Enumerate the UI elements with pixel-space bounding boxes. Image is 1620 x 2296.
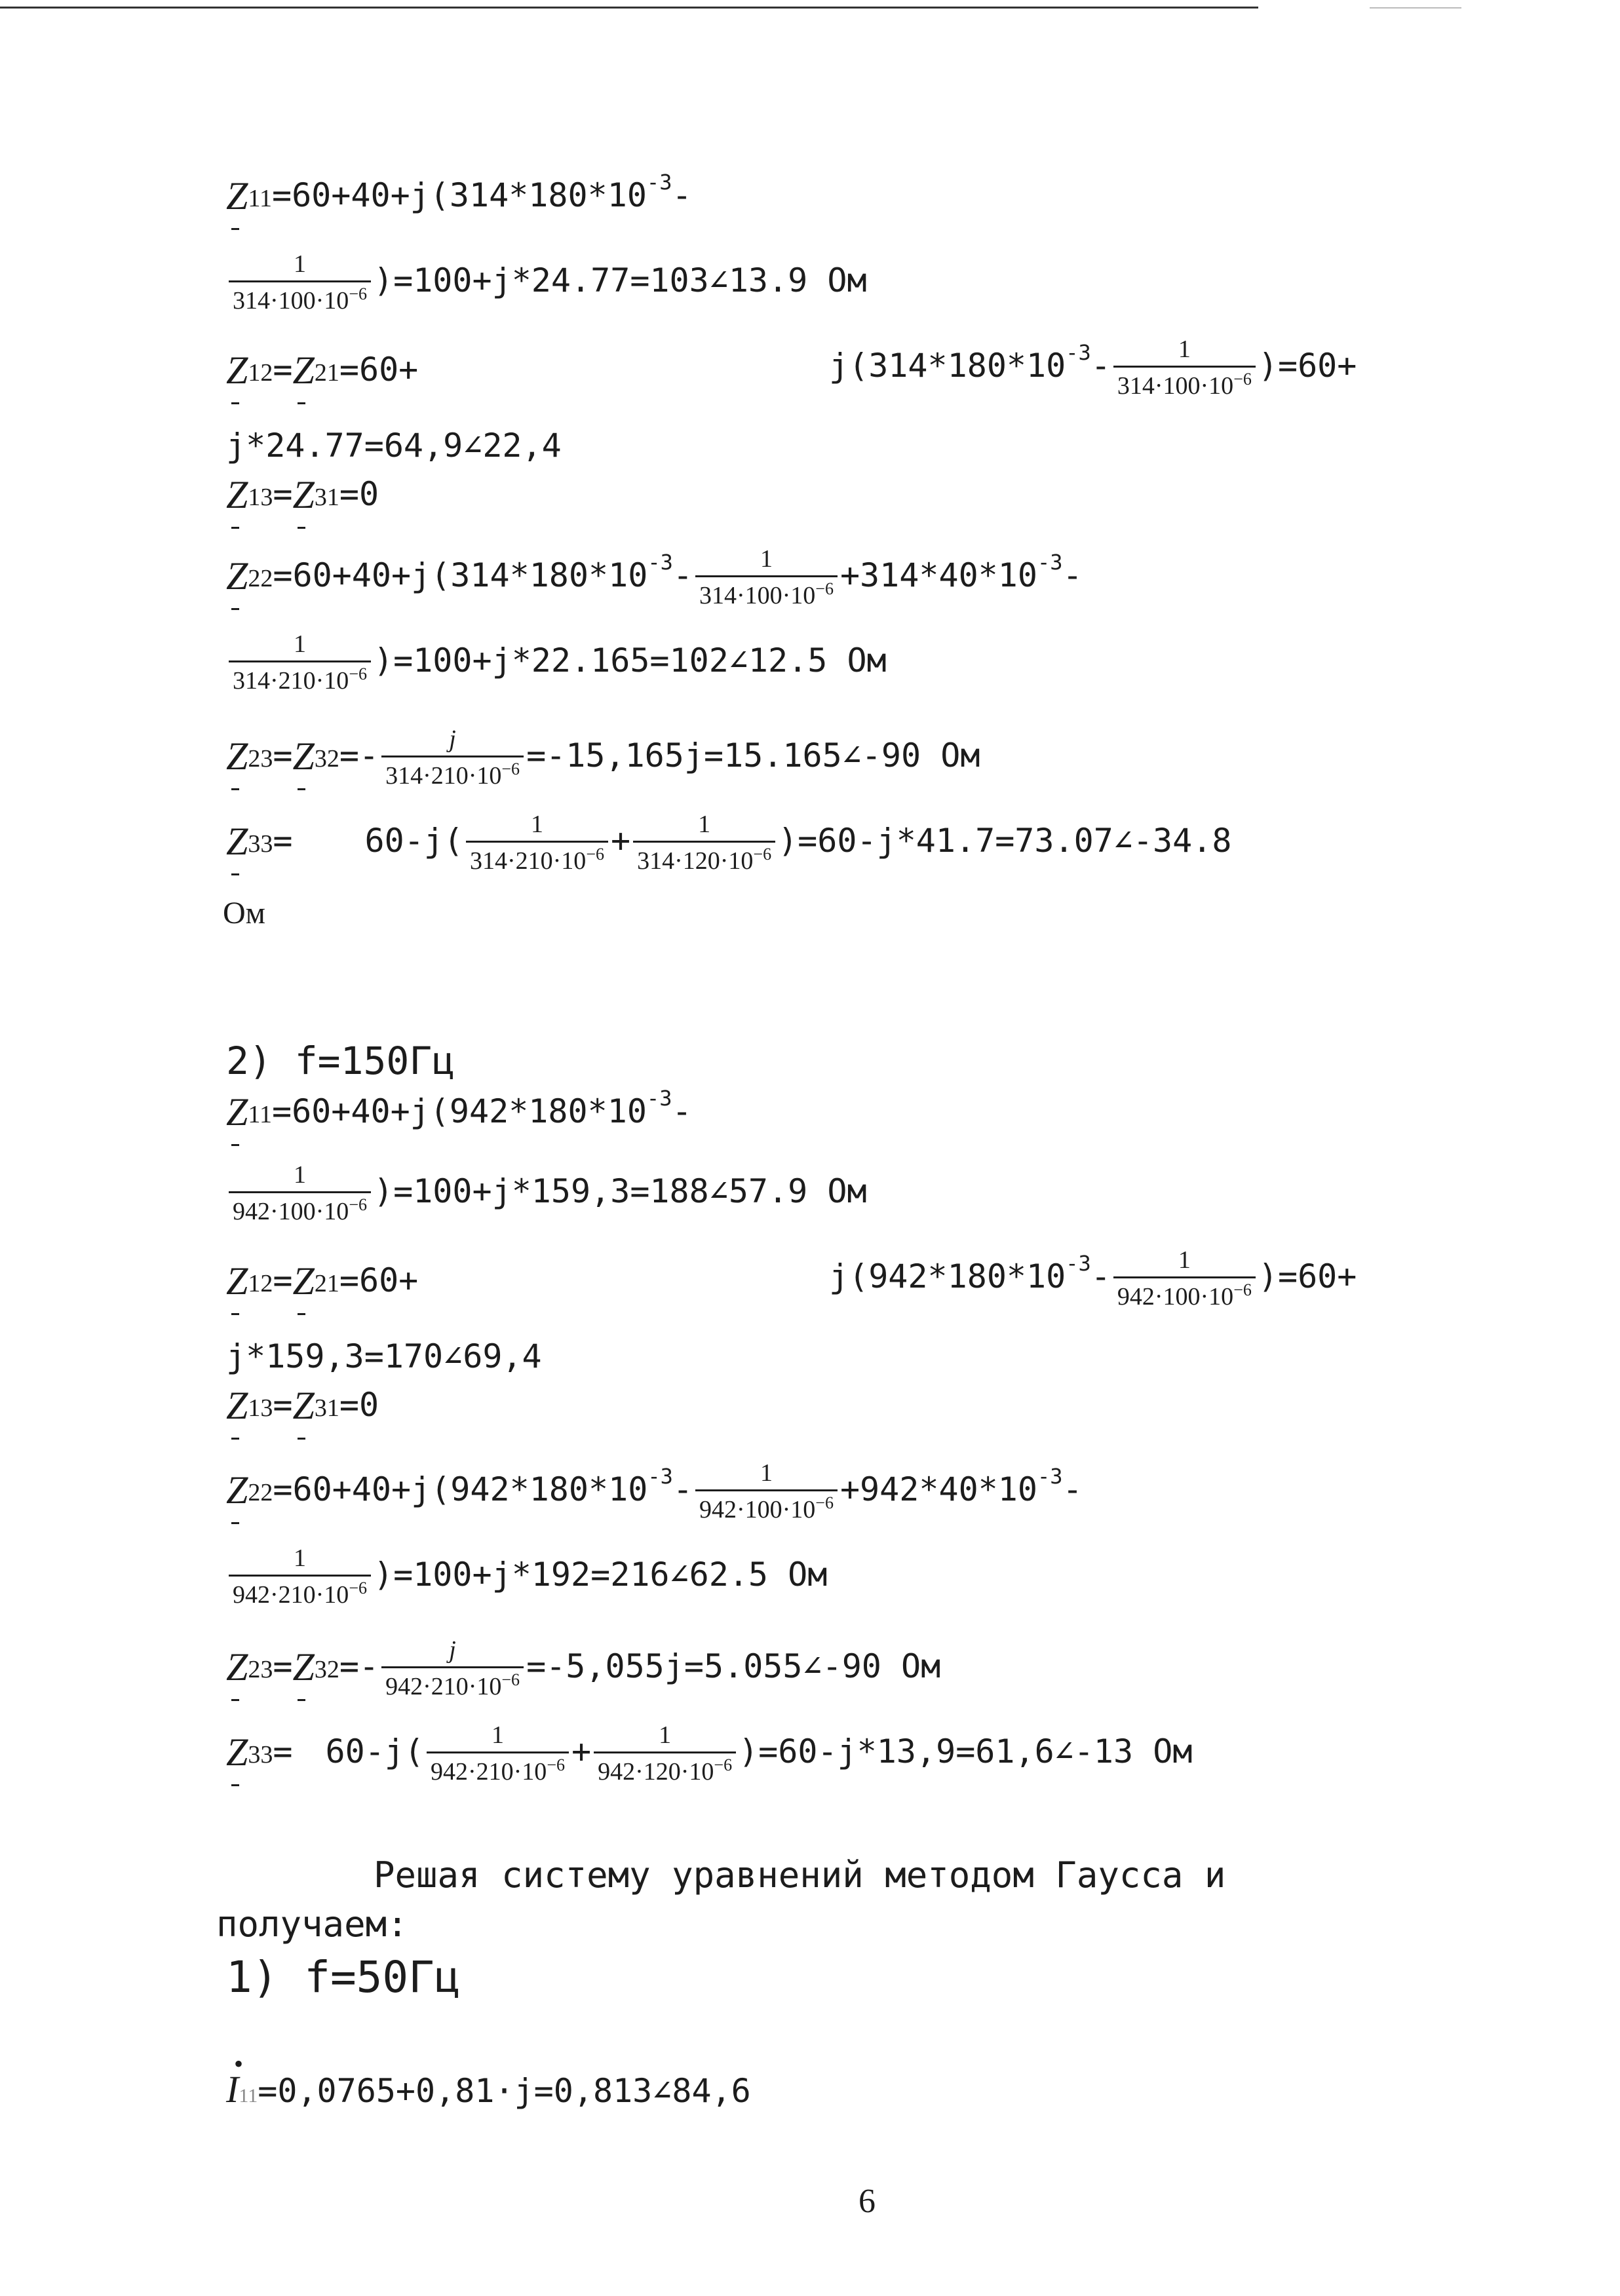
fraction xyxy=(381,1635,524,1702)
conclusion-line2: получаем: xyxy=(216,1904,408,1945)
z-symbol: Z xyxy=(226,1731,248,1774)
denominator-text: 942·210·10 xyxy=(431,1757,547,1786)
fraction-numerator: j xyxy=(449,1636,456,1664)
fraction-denominator xyxy=(427,1751,569,1788)
s2-z23-result: =-5,055j=5.055∠-90 Ом xyxy=(526,1647,941,1685)
s2-z12-right-tail: )=60+ xyxy=(1258,1257,1357,1295)
z-symbol: Z xyxy=(226,1384,248,1427)
exponent: -3 xyxy=(1037,1464,1063,1489)
fraction xyxy=(633,809,775,877)
z-subscript: 12 xyxy=(248,1270,273,1297)
fraction-numerator: 1 xyxy=(1178,335,1191,363)
s2-z11-tail: - xyxy=(672,1092,692,1130)
z-symbol: Z xyxy=(226,473,248,516)
s2-z12-dash: - xyxy=(1090,1257,1111,1295)
denominator-text: 314·210·10 xyxy=(470,847,587,875)
z-subscript: 32 xyxy=(314,1656,339,1683)
z-symbol: Z xyxy=(292,1645,315,1689)
s1-z12-right-head: j(314*180*10 xyxy=(829,347,1066,385)
s2-z12-right xyxy=(829,1245,1357,1312)
s1-z12-right xyxy=(829,334,1357,402)
s2-z23-eq: =- xyxy=(339,1647,379,1685)
denominator-text: 942·210·10 xyxy=(385,1672,502,1700)
fraction-numerator: 1 xyxy=(293,630,306,658)
denominator-exponent: −6 xyxy=(1233,369,1252,389)
denominator-text: 942·100·10 xyxy=(699,1495,816,1523)
fraction-numerator: 1 xyxy=(760,1459,773,1487)
s2-z12-right-head: j(942*180*10 xyxy=(829,1257,1066,1295)
fraction-denominator xyxy=(229,1575,371,1611)
denominator-exponent: −6 xyxy=(753,844,772,864)
top-border-fragment xyxy=(1370,7,1461,9)
z-symbol: Z xyxy=(292,349,315,392)
s1-z12-right-tail: )=60+ xyxy=(1258,347,1357,385)
z-subscript: 11 xyxy=(248,1101,272,1128)
z-subscript: 33 xyxy=(248,830,273,858)
fraction-numerator: 1 xyxy=(1178,1246,1191,1274)
s2-z33-line xyxy=(226,1720,1192,1788)
s1-z12-dash: - xyxy=(1090,347,1111,385)
s2-z11-head: =60+40+j(942*180*10 xyxy=(271,1092,647,1130)
fraction xyxy=(229,1160,371,1227)
denominator-exponent: −6 xyxy=(547,1755,565,1774)
s1-z11-line xyxy=(226,172,692,216)
s1-z22-mid: +314*40*10 xyxy=(839,556,1037,594)
fraction xyxy=(229,1543,371,1611)
s1-z11-tail: - xyxy=(672,176,692,214)
denominator-text: 942·100·10 xyxy=(233,1197,349,1225)
fraction xyxy=(229,249,371,316)
denominator-exponent: −6 xyxy=(349,1195,367,1214)
fraction-numerator: 1 xyxy=(491,1721,504,1749)
denominator-text: 314·100·10 xyxy=(699,581,816,609)
current-i11-line xyxy=(226,2049,751,2111)
conclusion-heading: 1) f=50Гц xyxy=(226,1952,461,2002)
z-subscript: 23 xyxy=(248,1656,273,1683)
denominator-text: 942·210·10 xyxy=(233,1580,349,1609)
z-subscript: 13 xyxy=(248,484,273,511)
fraction-denominator xyxy=(695,575,838,612)
fraction xyxy=(695,1458,838,1525)
denominator-exponent: −6 xyxy=(349,284,367,303)
fraction-numerator: 1 xyxy=(293,250,306,278)
s2-z12-left xyxy=(226,1261,418,1301)
equals: = xyxy=(273,1261,293,1299)
z-symbol: Z xyxy=(292,735,315,778)
s1-z22-cont-line xyxy=(226,629,887,697)
fraction-denominator xyxy=(633,841,775,877)
s1-z13-line xyxy=(226,475,379,514)
s1-z11-result: )=100+j*24.77=103∠13.9 Ом xyxy=(373,261,867,299)
s1-z23-line xyxy=(226,724,980,792)
z-symbol: Z xyxy=(226,554,248,598)
s1-z22-head: =60+40+j(314*180*10 xyxy=(273,556,648,594)
fraction-numerator: j xyxy=(449,725,456,753)
s1-z12-left-text: =60+ xyxy=(339,351,419,389)
s1-z12-cont: j*24.77=64,9∠22,4 xyxy=(226,427,562,465)
denominator-text: 314·120·10 xyxy=(637,847,754,875)
exponent: -3 xyxy=(646,170,672,195)
denominator-text: 314·100·10 xyxy=(1117,372,1234,400)
s1-z33-head: 60-j( xyxy=(364,822,463,860)
s1-z22-line xyxy=(226,544,1083,611)
s1-z12-left xyxy=(226,351,418,390)
fraction xyxy=(695,544,838,611)
z-symbol: Z xyxy=(226,1090,248,1134)
z-symbol: Z xyxy=(226,820,248,863)
denominator-exponent: −6 xyxy=(815,579,834,598)
z-subscript: 22 xyxy=(248,565,273,592)
denominator-exponent: −6 xyxy=(1233,1280,1252,1299)
exponent: -3 xyxy=(646,1086,672,1111)
fraction xyxy=(229,629,371,697)
fraction-numerator: 1 xyxy=(659,1721,672,1749)
exponent: -3 xyxy=(1037,550,1063,575)
fraction xyxy=(466,809,608,877)
z-subscript: 31 xyxy=(314,1394,339,1422)
equals: = xyxy=(273,475,293,513)
s2-z12-left-text: =60+ xyxy=(339,1261,419,1299)
denominator-exponent: −6 xyxy=(714,1755,733,1774)
denominator-text: 942·120·10 xyxy=(598,1757,714,1786)
z-symbol: Z xyxy=(226,735,248,778)
plus: + xyxy=(571,1732,592,1770)
fraction xyxy=(1113,1245,1256,1312)
s2-z22-dash: - xyxy=(672,1470,693,1508)
equals: = xyxy=(273,737,293,775)
fraction xyxy=(381,724,524,792)
s2-z23-line xyxy=(226,1635,940,1702)
s1-z22-dash: - xyxy=(672,556,693,594)
fraction xyxy=(594,1720,736,1788)
s1-z11-head: =60+40+j(314*180*10 xyxy=(271,176,647,214)
z-symbol: Z xyxy=(292,473,315,516)
s1-z33-result: )=60-j*41.7=73.07∠-34.8 xyxy=(778,822,1232,860)
z-subscript: 21 xyxy=(314,359,339,387)
z-symbol: Z xyxy=(226,1468,248,1512)
s2-z33-head: 60-j( xyxy=(325,1732,424,1770)
fraction-denominator xyxy=(594,1751,736,1788)
fraction-denominator xyxy=(381,756,524,792)
z-subscript: 31 xyxy=(314,484,339,511)
s1-z23-eq: =- xyxy=(339,737,379,775)
current-subscript: 11 xyxy=(239,2085,258,2107)
denominator-exponent: −6 xyxy=(349,664,367,683)
s1-z33-line xyxy=(226,809,1231,877)
s2-z11-cont-line xyxy=(226,1160,867,1227)
s1-z22-mid-tail: - xyxy=(1062,556,1083,594)
fraction-denominator xyxy=(1113,1276,1256,1313)
fraction-denominator xyxy=(229,1191,371,1228)
fraction-numerator: 1 xyxy=(760,545,773,573)
denominator-text: 314·100·10 xyxy=(233,286,349,315)
z-symbol: Z xyxy=(292,1259,315,1303)
denominator-text: 314·210·10 xyxy=(233,666,349,695)
equals: = xyxy=(273,1647,293,1685)
s2-z33-result: )=60-j*13,9=61,6∠-13 Ом xyxy=(739,1732,1193,1770)
fraction-numerator: 1 xyxy=(293,1544,306,1572)
current-symbol xyxy=(226,2049,244,2111)
fraction-denominator xyxy=(229,280,371,317)
z-subscript: 13 xyxy=(248,1394,273,1422)
s2-z13-value: =0 xyxy=(339,1386,379,1424)
page-number: 6 xyxy=(858,2183,876,2220)
fraction xyxy=(1113,334,1256,402)
denominator-text: 942·100·10 xyxy=(1117,1282,1234,1311)
exponent: -3 xyxy=(1066,340,1091,365)
denominator-exponent: −6 xyxy=(586,844,604,864)
fraction-numerator: 1 xyxy=(698,811,711,838)
s1-z33-unit: Ом xyxy=(223,896,266,930)
s2-z22-mid: +942*40*10 xyxy=(839,1470,1037,1508)
s2-z12-cont: j*159,3=170∠69,4 xyxy=(226,1337,542,1375)
fraction xyxy=(427,1720,569,1788)
fraction-denominator xyxy=(695,1489,838,1526)
s2-z22-head: =60+40+j(942*180*10 xyxy=(273,1470,648,1508)
z-subscript: 22 xyxy=(248,1479,273,1506)
fraction-numerator: 1 xyxy=(530,811,543,838)
s2-z33-eq: = xyxy=(273,1732,293,1770)
fraction-denominator xyxy=(466,841,608,877)
z-subscript: 23 xyxy=(248,745,273,773)
top-border-line xyxy=(0,7,1258,9)
exponent: -3 xyxy=(647,550,673,575)
z-symbol: Z xyxy=(226,1645,248,1689)
s2-z22-result: )=100+j*192=216∠62.5 Ом xyxy=(373,1556,828,1594)
fraction-denominator xyxy=(381,1666,524,1703)
s1-z22-result: )=100+j*22.165=102∠12.5 Ом xyxy=(373,641,887,679)
phasor-dot: • xyxy=(234,2049,244,2078)
s2-z22-cont-line xyxy=(226,1543,827,1611)
denominator-exponent: −6 xyxy=(501,1670,520,1689)
z-symbol: Z xyxy=(226,1259,248,1303)
s2-z11-result: )=100+j*159,3=188∠57.9 Ом xyxy=(373,1172,867,1210)
z-subscript: 21 xyxy=(314,1270,339,1297)
s1-z13-value: =0 xyxy=(339,475,379,513)
equals: = xyxy=(273,1386,293,1424)
fraction-denominator xyxy=(1113,366,1256,402)
z-subscript: 32 xyxy=(314,745,339,773)
plus: + xyxy=(610,822,631,860)
exponent: -3 xyxy=(1066,1251,1091,1276)
fraction-numerator: 1 xyxy=(293,1161,306,1189)
s2-z22-line xyxy=(226,1458,1083,1525)
equals: = xyxy=(273,351,293,389)
denominator-exponent: −6 xyxy=(815,1493,834,1512)
z-subscript: 12 xyxy=(248,359,273,387)
z-symbol: Z xyxy=(226,174,248,218)
denominator-exponent: −6 xyxy=(501,759,520,778)
s1-z23-result: =-15,165j=15.165∠-90 Ом xyxy=(526,737,980,775)
z-subscript: 11 xyxy=(248,185,272,212)
z-symbol: Z xyxy=(292,1384,315,1427)
s2-z11-line xyxy=(226,1088,692,1132)
z-symbol: Z xyxy=(226,349,248,392)
s1-z33-eq: = xyxy=(273,822,293,860)
s2-heading: 2) f=150Гц xyxy=(226,1039,455,1083)
current-letter: I xyxy=(226,2068,239,2111)
current-i11-result: =0,0765+0,81·j=0,813∠84,6 xyxy=(258,2072,751,2110)
s2-z22-mid-tail: - xyxy=(1062,1470,1083,1508)
s1-z11-cont-line xyxy=(226,249,867,316)
exponent: -3 xyxy=(647,1464,673,1489)
denominator-text: 314·210·10 xyxy=(385,761,502,790)
z-subscript: 33 xyxy=(248,1741,273,1769)
fraction-denominator xyxy=(229,660,371,697)
s2-z13-line xyxy=(226,1386,379,1425)
denominator-exponent: −6 xyxy=(349,1578,367,1598)
conclusion-line1: Решая систему уравнений методом Гаусса и xyxy=(374,1854,1226,1896)
